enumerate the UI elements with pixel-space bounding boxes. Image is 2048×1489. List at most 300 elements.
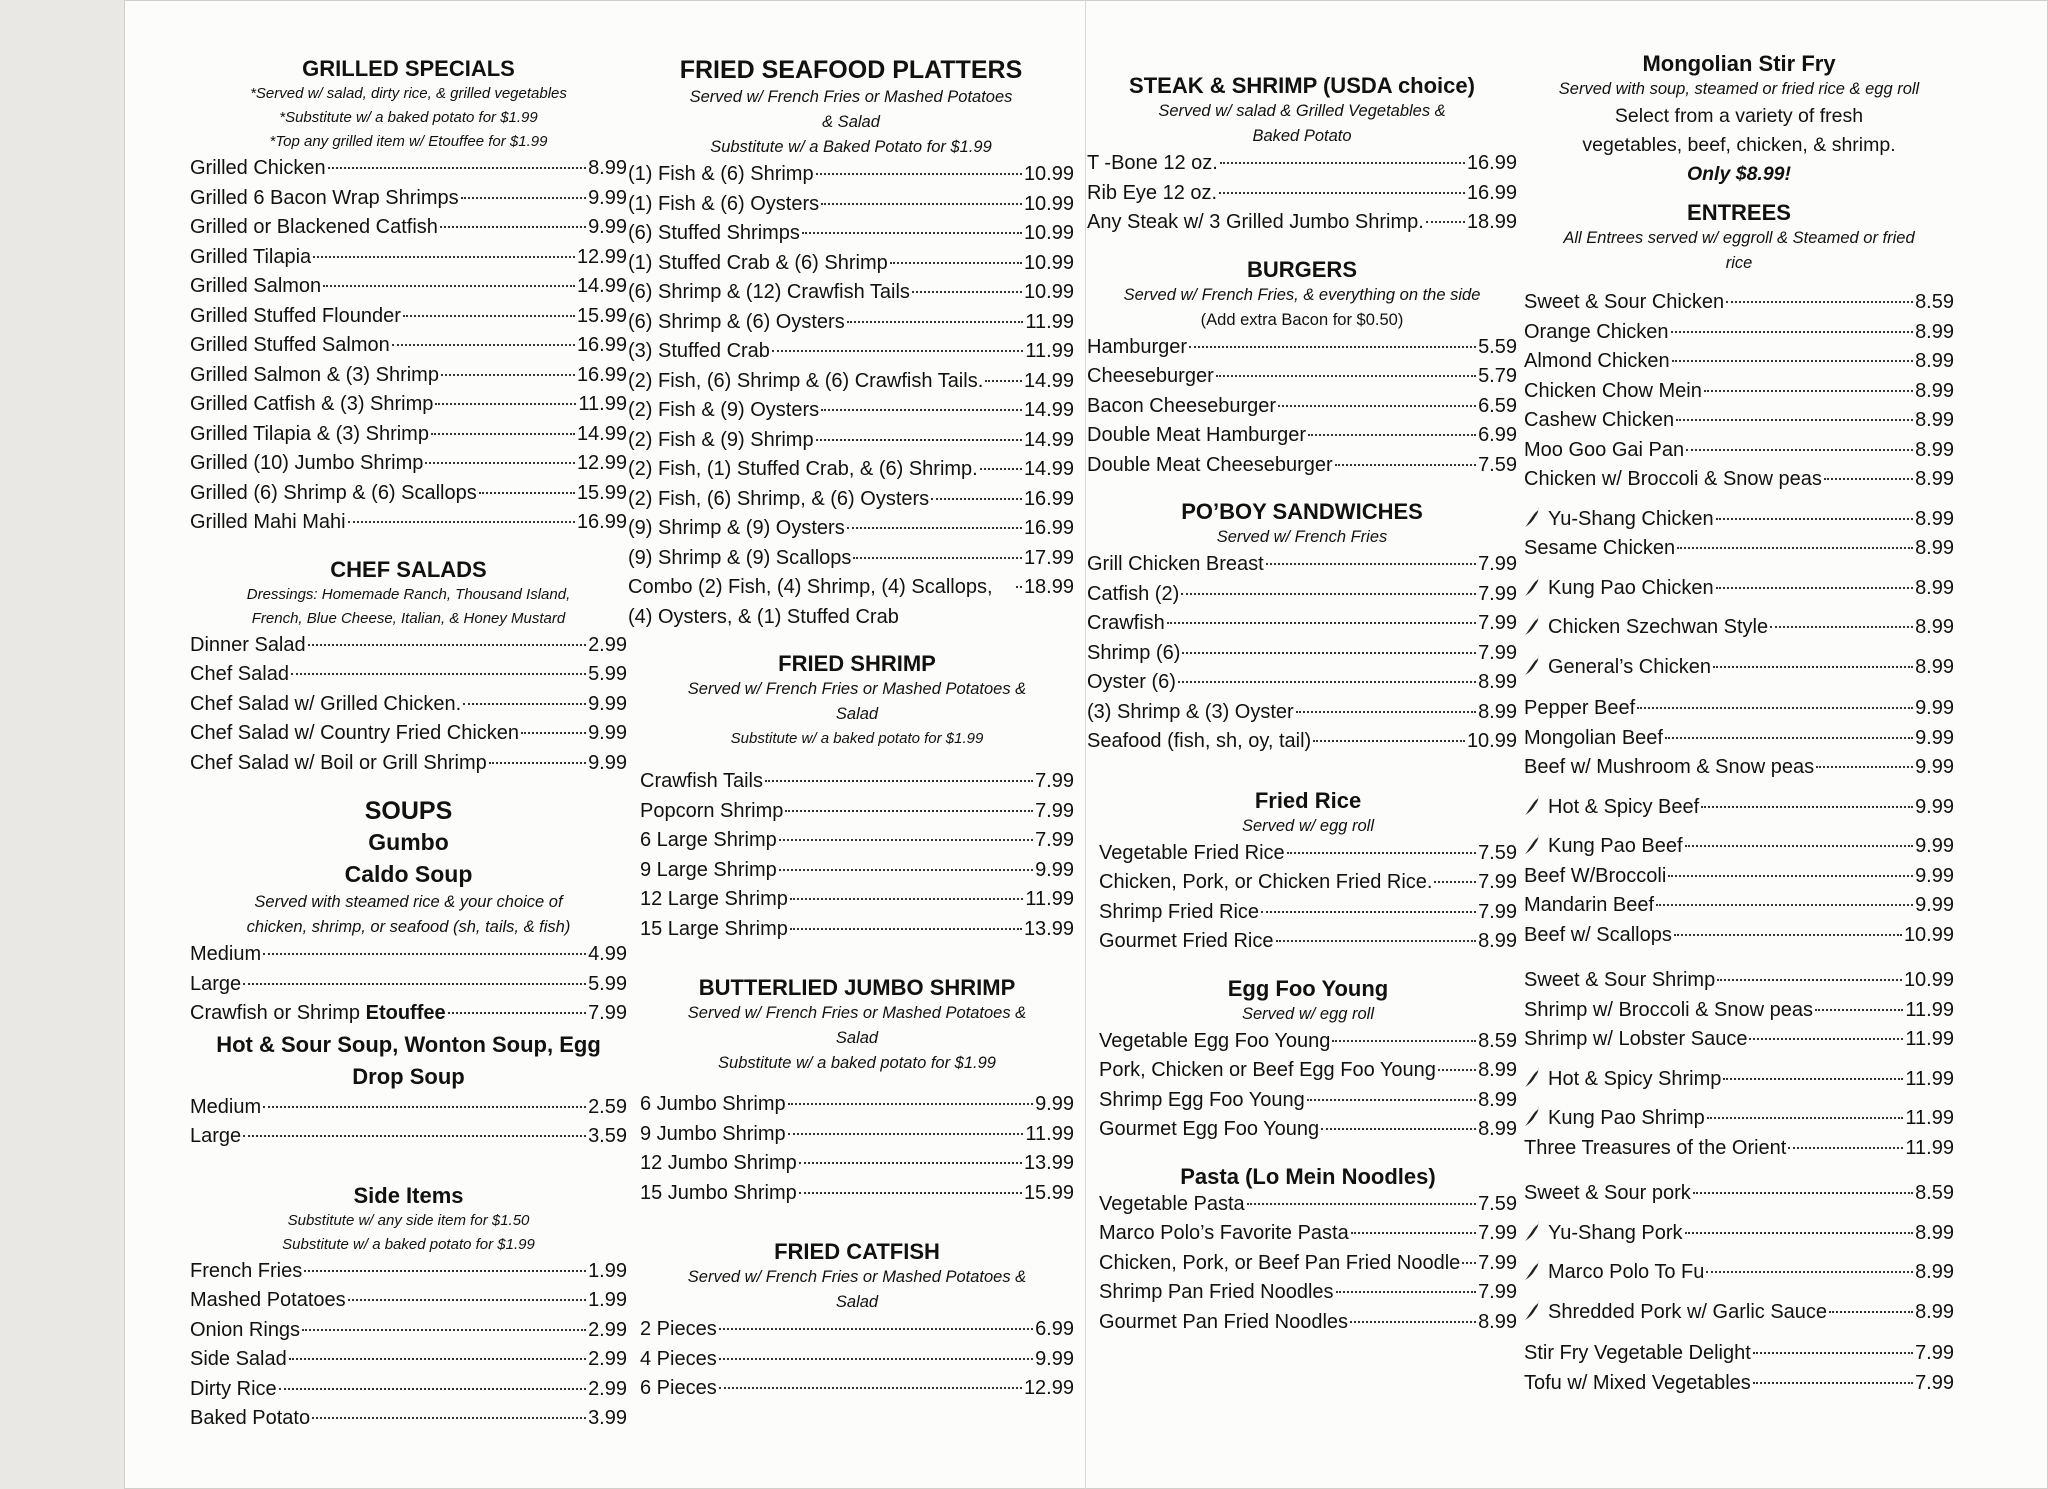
menu-item (190, 999, 627, 1029)
section-note: Served w/ egg roll (1241, 1004, 1375, 1023)
menu-item-label: Grilled Stuffed Flounder (190, 304, 401, 327)
menu-item-label: Marco Polo To Fu (1548, 1261, 1705, 1283)
leader-dots (1726, 301, 1913, 303)
menu-item-label: 9 Jumbo Shrimp (640, 1122, 786, 1145)
menu-item-price: 6.99 (1478, 424, 1517, 446)
leader-dots (435, 403, 576, 405)
leader-dots (440, 226, 586, 228)
menu-item-name (1099, 1115, 1319, 1145)
menu-item (1099, 1027, 1517, 1057)
menu-item-name (1524, 1219, 1683, 1249)
menu-item-label: Beef W/Broccoli (1524, 864, 1667, 887)
menu-item-label: 6 Pieces (640, 1377, 717, 1399)
leader-dots (289, 1358, 586, 1360)
menu-item-label: Gourmet Egg Foo Young (1099, 1118, 1320, 1140)
leader-dots (1685, 1232, 1914, 1234)
menu-item-name (190, 243, 311, 273)
menu-item-label: (2) Fish, (6) Shrimp & (6) Crawfish Tails. (628, 369, 984, 392)
menu-item-name (190, 420, 429, 450)
menu-item-price: 11.99 (1905, 1067, 1954, 1090)
menu-item-price: 15.99 (576, 481, 627, 504)
menu-item (1524, 1339, 1954, 1369)
leader-dots (1350, 1321, 1476, 1323)
menu-item (640, 1179, 1074, 1209)
chili-pepper-icon (1524, 575, 1542, 597)
menu-item (628, 160, 1074, 190)
menu-item-price: 7.99 (1915, 1371, 1954, 1394)
menu-item (1087, 208, 1517, 238)
menu-item-price: 14.99 (1023, 399, 1074, 421)
menu-item-price: 8.59 (1915, 1182, 1954, 1204)
leader-dots (1335, 464, 1476, 466)
menu-item-name (1087, 208, 1424, 238)
menu-item (1524, 1134, 1954, 1164)
menu-item-label: 4 Pieces (640, 1347, 717, 1370)
menu-item-label: (1) Fish & (6) Shrimp (628, 163, 814, 185)
menu-item-label-bold: Etouffee (365, 1002, 446, 1024)
leader-dots (1351, 1232, 1476, 1234)
menu-item-name (640, 856, 777, 886)
menu-item-label: Chicken, Pork, or Chicken Fried Rice. (1099, 871, 1433, 893)
item-list (1524, 694, 1954, 950)
menu-item (190, 1404, 627, 1434)
leader-dots (1693, 1192, 1913, 1194)
menu-item-label: Vegetable Egg Foo Young (1099, 1029, 1331, 1052)
menu-item-price: 8.99 (1478, 671, 1517, 693)
menu-item-label: Chef Salad w/ Grilled Chicken. (190, 692, 462, 715)
menu-item (640, 1149, 1074, 1179)
leader-dots (1178, 681, 1476, 683)
section-note: Served w/ French Fries, & everything on the side (1123, 285, 1481, 304)
leader-dots (1672, 360, 1913, 362)
menu-item-price: 11.99 (1905, 1136, 1954, 1159)
menu-item (1524, 495, 1954, 535)
leader-dots (821, 409, 1022, 411)
section-price-line: Only $8.99! (1686, 163, 1792, 185)
menu-item-label: Bacon Cheeseburger (1087, 394, 1277, 417)
leader-dots (931, 498, 1022, 500)
menu-item-label: (9) Shrimp & (9) Scallops (628, 546, 852, 569)
section-note: *Served w/ salad, dirty rice, & grilled vegetables (250, 85, 567, 102)
item-list (1087, 550, 1517, 757)
menu-item-price: 7.99 (1478, 612, 1517, 634)
menu-item-label: Shrimp Fried Rice (1099, 900, 1260, 923)
section-steak-shrimp (1087, 72, 1517, 238)
leader-dots (263, 953, 586, 955)
column-4 (1524, 50, 1954, 1398)
section-note: All Entrees served w/ eggroll & Steamed or fried (1563, 229, 1915, 247)
menu-item-price: 15.99 (1023, 1181, 1074, 1204)
menu-item-price: 9.99 (1035, 1093, 1074, 1115)
item-list (190, 631, 627, 779)
section-note: Served w/ French Fries or Mashed Potatoes (689, 88, 1013, 106)
menu-item-label: Gourmet Fried Rice (1099, 930, 1274, 952)
leader-dots (1677, 547, 1913, 549)
menu-item-price: 9.99 (1915, 756, 1954, 778)
section-note: Salad (835, 705, 879, 723)
menu-item-price: 8.99 (1915, 379, 1954, 402)
section-title: Fried Rice (1254, 787, 1362, 813)
menu-item (1099, 1115, 1517, 1145)
menu-item-price: 8.99 (1915, 350, 1954, 372)
leader-dots (719, 1328, 1033, 1330)
leader-dots (1266, 563, 1476, 565)
menu-item-price: 8.99 (1478, 1088, 1517, 1111)
menu-item-name (1087, 639, 1180, 669)
menu-item-name (1524, 574, 1714, 604)
menu-item (628, 278, 1074, 308)
leader-dots (1332, 1040, 1476, 1042)
menu-item-label: Large (190, 972, 242, 995)
menu-item-name (1524, 1369, 1751, 1399)
menu-item-price: 9.99 (588, 722, 627, 744)
menu-item-name (1524, 996, 1813, 1026)
section-note: Served w/ French Fries or Mashed Potatoes & (687, 1268, 1027, 1286)
column-2 (628, 55, 1074, 1404)
menu-item-name (190, 999, 446, 1029)
menu-item-price: 9.99 (588, 186, 627, 209)
menu-item-label: (3) Shrimp & (3) Oyster (1087, 700, 1294, 723)
menu-item-name (1524, 1025, 1747, 1055)
menu-item-name (190, 154, 326, 184)
menu-item (1087, 639, 1517, 669)
menu-item-price: 5.99 (588, 972, 627, 995)
menu-item-label: 2 Pieces (640, 1318, 717, 1340)
menu-item-price: 10.99 (1023, 222, 1074, 244)
section-title: Egg Foo Young (1227, 975, 1389, 1001)
menu-item-label: (2) Fish, (6) Shrimp, & (6) Oysters (628, 487, 930, 510)
leader-dots (790, 898, 1024, 900)
menu-item-name (628, 249, 888, 279)
menu-item-label: (3) Stuffed Crab (628, 340, 770, 362)
leader-dots (785, 810, 1033, 812)
menu-item-label: Beef w/ Scallops (1524, 923, 1672, 946)
menu-item (1524, 603, 1954, 643)
section-note: Salad (835, 1029, 879, 1047)
menu-item-label: Chicken Szechwan Style (1548, 616, 1769, 638)
leader-dots (1668, 875, 1913, 877)
menu-item-price: 9.99 (1915, 697, 1954, 719)
leader-dots (816, 439, 1022, 441)
item-list (1099, 839, 1517, 957)
menu-item-name (1099, 868, 1432, 898)
menu-item-name (628, 426, 814, 456)
menu-item (190, 361, 627, 391)
section-title: Mongolian Stir Fry (1642, 51, 1836, 76)
menu-item-name (1099, 1056, 1436, 1086)
menu-item-price: 9.99 (1915, 835, 1954, 857)
menu-item (190, 479, 627, 509)
menu-item (190, 449, 627, 479)
leader-dots (1656, 904, 1913, 906)
menu-item-name (1099, 1027, 1330, 1057)
menu-item-price: 16.99 (576, 511, 627, 533)
menu-item-name (190, 940, 261, 970)
section-note: Substitute w/ a baked potato for $1.99 (730, 730, 984, 747)
section-pasta (1087, 1163, 1517, 1338)
section-title: Side Items (353, 1182, 464, 1208)
menu-item-label: Shrimp w/ Broccoli & Snow peas (1524, 998, 1814, 1021)
menu-item-name (1524, 288, 1724, 318)
chili-pepper-icon (1524, 1299, 1542, 1321)
menu-item-label: Kung Pao Chicken (1548, 576, 1714, 599)
item-list (190, 1093, 627, 1152)
menu-item-label: Baked Potato (190, 1407, 311, 1429)
menu-item-label: French Fries (190, 1259, 303, 1282)
menu-item-name (1099, 1249, 1460, 1279)
leader-dots (463, 703, 586, 705)
menu-item-label: Grilled 6 Bacon Wrap Shrimps (190, 186, 459, 209)
section-note: Substitute w/ a baked potato for $1.99 (282, 1235, 535, 1253)
menu-item-name (628, 544, 851, 574)
menu-item-label: Three Treasures of the Orient (1524, 1136, 1787, 1159)
section-fried-catfish (628, 1238, 1074, 1404)
menu-item (628, 485, 1074, 515)
menu-item-label: Shredded Pork w/ Garlic Sauce (1548, 1300, 1828, 1323)
menu-item-name (1524, 1065, 1721, 1095)
menu-item (628, 396, 1074, 426)
menu-item-price: 16.99 (576, 334, 627, 356)
menu-item-label: Orange Chicken (1524, 320, 1669, 343)
item-list (190, 154, 627, 538)
menu-item (640, 915, 1074, 945)
leader-dots (263, 1106, 586, 1108)
item-list (1099, 1190, 1517, 1338)
menu-item-price: 7.99 (1478, 1222, 1517, 1244)
menu-item-price: 1.99 (588, 1289, 627, 1311)
leader-dots (1716, 587, 1913, 589)
menu-item-name (1087, 668, 1176, 698)
menu-item (1524, 1288, 1954, 1328)
leader-dots (985, 380, 1022, 382)
leader-dots (279, 1388, 586, 1390)
menu-item-name (190, 1345, 287, 1375)
leader-dots (313, 256, 575, 258)
menu-item-price: 1.99 (588, 1259, 627, 1282)
menu-item-name (190, 184, 459, 214)
menu-item-label: Dinner Salad (190, 633, 306, 656)
menu-item-label: Grilled Chicken (190, 157, 326, 179)
menu-item-label: Stir Fry Vegetable Delight (1524, 1342, 1751, 1364)
menu-item-price: 7.99 (588, 1002, 627, 1024)
leader-dots (431, 433, 575, 435)
menu-item-price: 8.99 (1478, 1310, 1517, 1333)
menu-item-name (1524, 966, 1715, 996)
section-note: Substitute w/ a Baked Potato for $1.99 (710, 138, 992, 156)
menu-item-name (1524, 724, 1663, 754)
leader-dots (291, 673, 586, 675)
leader-dots (772, 350, 1023, 352)
menu-item (1524, 1179, 1954, 1209)
leader-dots (1287, 852, 1476, 854)
menu-item-price: 5.99 (588, 663, 627, 685)
menu-item-name (190, 1375, 277, 1405)
menu-item (640, 1315, 1074, 1345)
menu-item-label: Pepper Beef (1524, 697, 1636, 719)
section-poboy (1087, 498, 1517, 757)
menu-item (640, 826, 1074, 856)
leader-dots (1816, 766, 1913, 768)
menu-item-label: Grilled Tilapia (190, 245, 312, 268)
menu-item-name (628, 190, 819, 220)
menu-item-name (190, 749, 487, 779)
menu-item-price: 7.99 (1478, 641, 1517, 664)
leader-dots (425, 462, 575, 464)
menu-item (628, 249, 1074, 279)
menu-item (628, 455, 1074, 485)
leader-dots (323, 285, 575, 287)
section-side-items (190, 1182, 627, 1434)
menu-item-name (190, 449, 423, 479)
menu-item-price: 11.99 (1905, 1028, 1954, 1050)
item-list (1524, 288, 1954, 682)
leader-dots (1181, 593, 1476, 595)
menu-item-price: 17.99 (1023, 546, 1074, 569)
menu-item (190, 749, 627, 779)
menu-item-name (1087, 727, 1311, 757)
menu-item-label: Double Meat Hamburger (1087, 424, 1306, 446)
menu-item-label: Vegetable Fried Rice (1099, 841, 1285, 864)
menu-item-price: 2.99 (588, 1348, 627, 1370)
section-title: GRILLED SPECIALS (302, 56, 515, 81)
menu-item-label: (6) Shrimp & (6) Oysters (628, 310, 845, 333)
leader-dots (1247, 1203, 1476, 1205)
menu-item-price: 7.99 (1478, 582, 1517, 605)
menu-item-price: 8.99 (588, 157, 627, 179)
menu-item-price: 10.99 (1466, 730, 1517, 752)
menu-item-name (628, 485, 929, 515)
section-fried-rice (1087, 787, 1517, 957)
menu-item (1087, 451, 1517, 481)
item-list (628, 160, 1074, 632)
leader-dots (799, 1162, 1022, 1164)
menu-item-name (1099, 839, 1285, 869)
menu-item (1099, 1056, 1517, 1086)
menu-item (190, 1286, 627, 1316)
section-title: BURGERS (1246, 256, 1357, 282)
menu-item-name (190, 631, 306, 661)
menu-item-name (1087, 609, 1165, 639)
item-list (1099, 1027, 1517, 1145)
menu-item-price: 7.99 (1478, 1251, 1517, 1274)
menu-item-name (190, 719, 519, 749)
menu-item (1087, 392, 1517, 422)
leader-dots (1665, 737, 1913, 739)
menu-item (1087, 698, 1517, 728)
menu-item-label: Grilled or Blackened Catfish (190, 216, 438, 238)
menu-item-price: 7.59 (1478, 453, 1517, 476)
leader-dots (489, 762, 586, 764)
menu-item-label: (6) Stuffed Shrimps (628, 222, 800, 244)
menu-item-label: Dirty Rice (190, 1377, 277, 1400)
menu-item-price: 11.99 (1905, 998, 1954, 1021)
leader-dots (308, 644, 586, 646)
leader-dots (1685, 845, 1914, 847)
menu-item-label: Rib Eye 12 oz. (1087, 181, 1218, 204)
menu-item-price: 9.99 (1035, 1347, 1074, 1370)
menu-item (640, 797, 1074, 827)
menu-item-name (190, 1257, 302, 1287)
item-list (190, 940, 627, 1029)
menu-item-price: 8.99 (1915, 468, 1954, 490)
menu-item-price: 8.99 (1915, 320, 1954, 343)
menu-item (640, 1120, 1074, 1150)
menu-item-price: 8.99 (1478, 930, 1517, 952)
menu-item-name (640, 1149, 797, 1179)
leader-dots (1706, 1271, 1913, 1273)
menu-item-price: 7.99 (1915, 1342, 1954, 1364)
leader-dots (1434, 881, 1476, 883)
menu-item-price: 3.99 (588, 1407, 627, 1429)
menu-item-label: Marco Polo’s Favorite Pasta (1099, 1222, 1349, 1244)
leader-dots (1749, 1038, 1903, 1040)
menu-item-label: Side Salad (190, 1348, 287, 1370)
menu-item-name (190, 479, 477, 509)
section-note: *Top any grilled item w/ Etouffee for $1.99 (269, 133, 548, 150)
leader-dots (853, 557, 1022, 559)
menu-item-label: Shrimp Pan Fried Noodles (1099, 1281, 1334, 1303)
section-note: Served w/ salad & Grilled Vegetables & (1158, 102, 1446, 120)
leader-dots (1674, 934, 1902, 936)
menu-item-price: 7.99 (1478, 553, 1517, 575)
menu-item (1524, 288, 1954, 318)
menu-item-name (640, 797, 783, 827)
leader-dots (1676, 419, 1913, 421)
leader-dots (1308, 434, 1476, 436)
menu-item (628, 573, 1074, 632)
leader-dots (1261, 911, 1476, 913)
menu-item-name (1524, 891, 1654, 921)
menu-item (1524, 318, 1954, 348)
menu-item-label: Crawfish Tails (640, 770, 763, 792)
chili-pepper-icon (1524, 794, 1542, 816)
menu-item (190, 1345, 627, 1375)
section-title: FRIED CATFISH (774, 1239, 940, 1264)
menu-item (1524, 966, 1954, 996)
menu-item-name (1524, 653, 1711, 683)
menu-item-name (640, 1315, 717, 1345)
leader-dots (816, 173, 1022, 175)
menu-item (190, 719, 627, 749)
leader-dots (1426, 221, 1465, 223)
leader-dots (890, 262, 1022, 264)
menu-item-price: 8.99 (1478, 700, 1517, 723)
menu-item (1524, 724, 1954, 754)
section-title: STEAK & SHRIMP (USDA choice) (1129, 73, 1475, 98)
item-list (640, 1090, 1074, 1208)
chili-pepper-icon (1524, 1105, 1542, 1127)
menu-item-name (640, 1374, 717, 1404)
menu-item (1087, 550, 1517, 580)
column-3 (1087, 72, 1517, 1337)
menu-item-name (190, 331, 390, 361)
menu-item-name (1524, 318, 1669, 348)
menu-item-price: 11.99 (1025, 340, 1074, 362)
section-egg-foo-young (1087, 975, 1517, 1145)
menu-item-label: (2) Fish & (9) Shrimp (628, 428, 814, 451)
menu-item-price: 16.99 (1466, 152, 1517, 174)
menu-item-name (190, 390, 433, 420)
section-subtitle: Caldo Soup (344, 861, 473, 887)
menu-item-label: Chicken, Pork, or Beef Pan Fried Noodle (1099, 1251, 1461, 1274)
menu-item-price: 11.99 (1025, 888, 1074, 910)
menu-item-name (1524, 832, 1683, 862)
leader-dots (719, 1387, 1022, 1389)
menu-item-price: 9.99 (588, 751, 627, 774)
menu-item-label: Moo Goo Gai Pan (1524, 438, 1685, 461)
section-note: Baked Potato (1252, 127, 1352, 145)
leader-dots (1770, 626, 1913, 628)
